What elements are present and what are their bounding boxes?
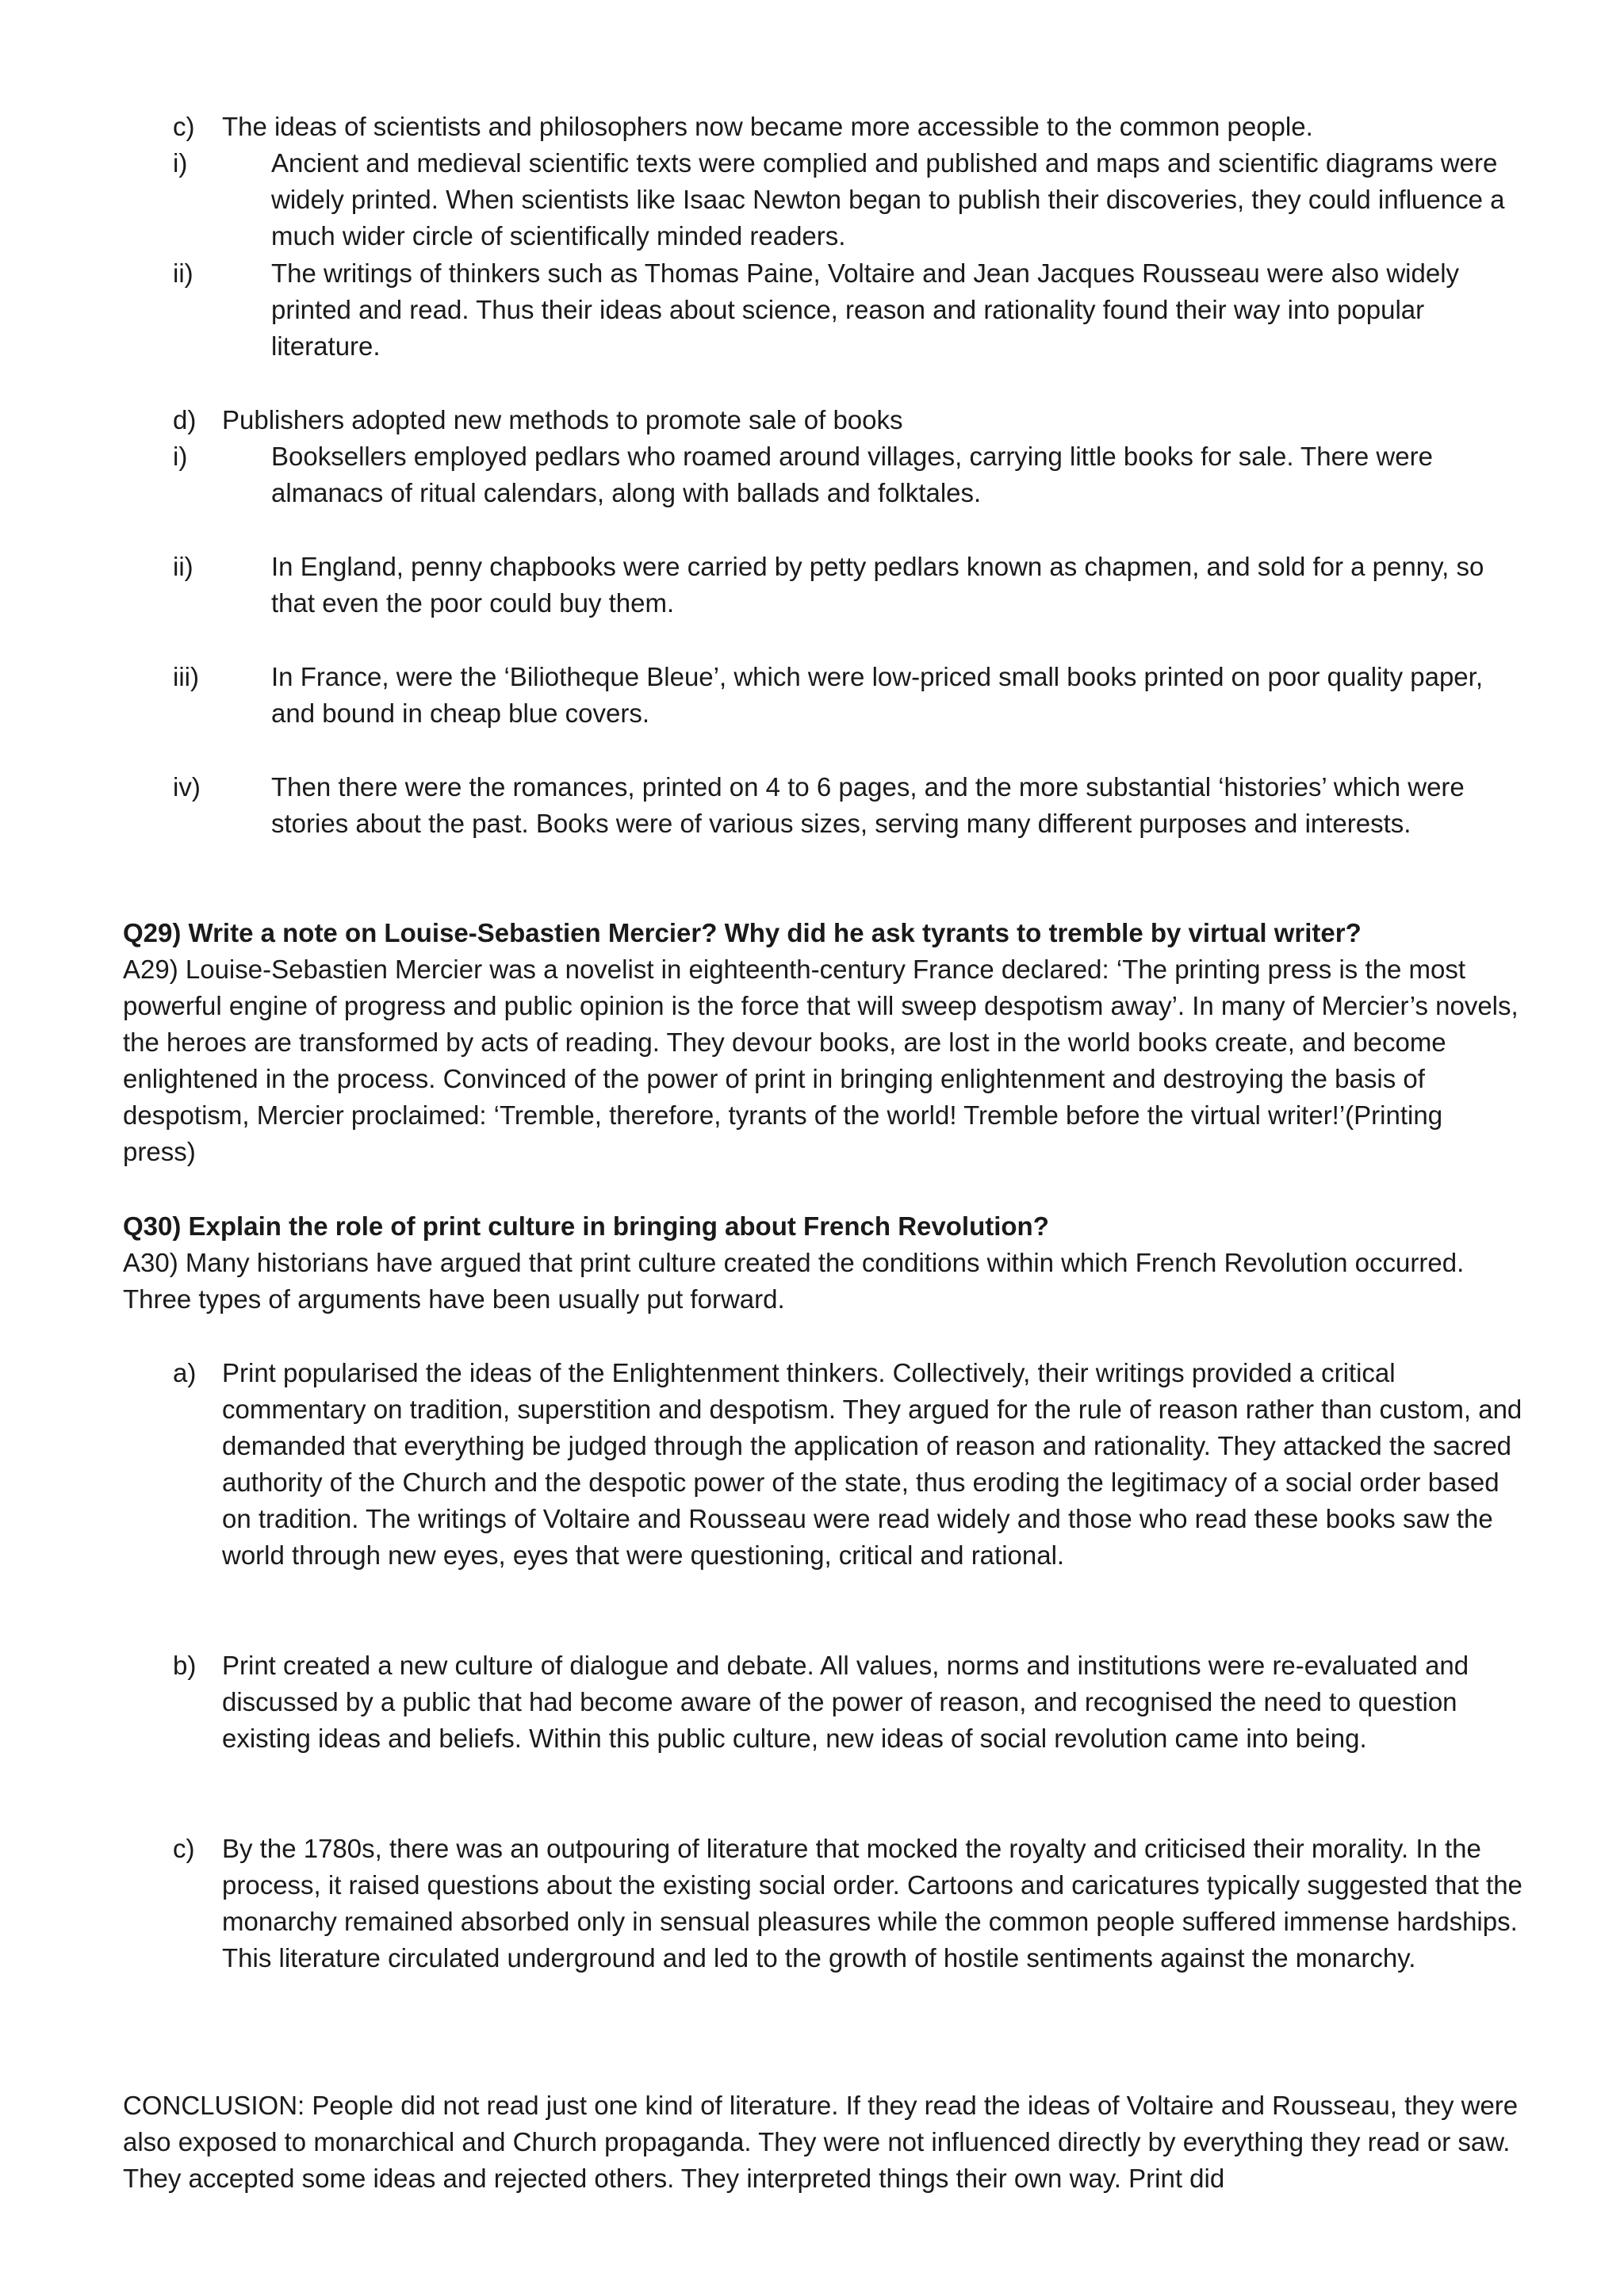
list-item-label: b) <box>173 1651 197 1680</box>
list-item-label: i) <box>173 148 188 178</box>
list-item-label: ii) <box>173 258 193 288</box>
list-item-text: Ancient and medieval scientific texts were complied and published and maps and scientific diagrams were widely printed. When scientists like Isaac Newton began to publish their discoveries, they could influence a much wider circle of scientifically minded readers. <box>271 148 1505 251</box>
list-item-text: Print popularised the ideas of the Enlightenment thinkers. Collectively, their writings provided a critical commentary on tradition, superstition and despotism. They argued for the rule of reason rather than custom, and demanded that everything be judged through the application of reason and rationality. They attacked the sacred authority of the Church and the despotic power of the state, thus eroding the legitimacy of a social order based on tradition. The writings of Voltaire and Rousseau were read widely and those who read these books saw the world through new eyes, eyes that were questioning, critical and rational. <box>222 1358 1522 1570</box>
list-item-text: Booksellers employed pedlars who roamed around villages, carrying little books for sale. There were almanacs of ritual calendars, along with ballads and folktales. <box>271 442 1433 507</box>
q30-question: Q30) Explain the role of print culture in bringing about French Revolution? <box>123 1211 1049 1241</box>
list-item-label: iv) <box>173 772 201 802</box>
list-item-text: In England, penny chapbooks were carried by petty pedlars known as chapmen, and sold for a penny, so that even the poor could buy them. <box>271 552 1484 618</box>
list-item-text: The writings of thinkers such as Thomas Paine, Voltaire and Jean Jacques Rousseau were also widely printed and read. Thus their ideas about science, reason and rationality found their way into popular literature. <box>271 258 1460 361</box>
conclusion-paragraph: CONCLUSION: People did not read just one kind of literature. If they read the ideas of Voltaire and Rousseau, they were also exposed to monarchical and Church propaganda. They were not influenced directly by everything they read or saw. They accepted some ideas and rejected others. They interpreted things their own way. Print did <box>123 2091 1519 2193</box>
q30-answer: A30) Many historians have argued that print culture created the conditions within which French Revolution occurred. Three types of arguments have been usually put forward. <box>123 1248 1465 1314</box>
list-item-label: a) <box>173 1358 197 1387</box>
section-d-label: d) <box>173 405 197 434</box>
list-item-label: c) <box>173 1834 195 1863</box>
list-item-label: iii) <box>173 662 199 691</box>
list-item-text: Print created a new culture of dialogue and debate. All values, norms and institutions were re-evaluated and discussed by a public that had become aware of the power of reason, and recognised the need to question existing ideas and beliefs. Within this public culture, new ideas of social revolution came into being. <box>222 1651 1469 1753</box>
section-c-heading: The ideas of scientists and philosophers now became more accessible to the common people. <box>222 112 1313 141</box>
section-c-label: c) <box>173 112 195 141</box>
list-item-label: ii) <box>173 552 193 581</box>
q29-answer: A29) Louise-Sebastien Mercier was a novelist in eighteenth-century France declared: ‘The printing press is the most powerful engine of progress and public opinion is the force that will sweep despotism away’. In many of Mercier’s novels, the heroes are transformed by acts of reading. They devour books, are lost in the world books create, and become enlightened in the process. Convinced of the power of print in bringing enlightenment and destroying the basis of despotism, Mercier proclaimed: ‘Tremble, therefore, tyrants of the world! Tremble before the virtual writer!’(Printing press) <box>123 955 1519 1166</box>
section-d-heading: Publishers adopted new methods to promote sale of books <box>222 405 903 434</box>
list-item-label: i) <box>173 442 188 471</box>
list-item-text: Then there were the romances, printed on 4 to 6 pages, and the more substantial ‘histories’ which were stories about the past. Books were of various sizes, serving many different purposes and interests. <box>271 772 1465 838</box>
q29-question: Q29) Write a note on Louise-Sebastien Mercier? Why did he ask tyrants to tremble by virtual writer? <box>123 918 1362 947</box>
list-item-text: By the 1780s, there was an outpouring of literature that mocked the royalty and criticised their morality. In the process, it raised questions about the existing social order. Cartoons and caricatures typically suggested that the monarchy remained absorbed only in sensual pleasures while the common people suffered immense hardships. This literature circulated underground and led to the growth of hostile sentiments against the monarchy. <box>222 1834 1522 1973</box>
list-item-text: In France, were the ‘Biliotheque Bleue’, which were low-priced small books printed on poor quality paper, and bound in cheap blue covers. <box>271 662 1483 728</box>
